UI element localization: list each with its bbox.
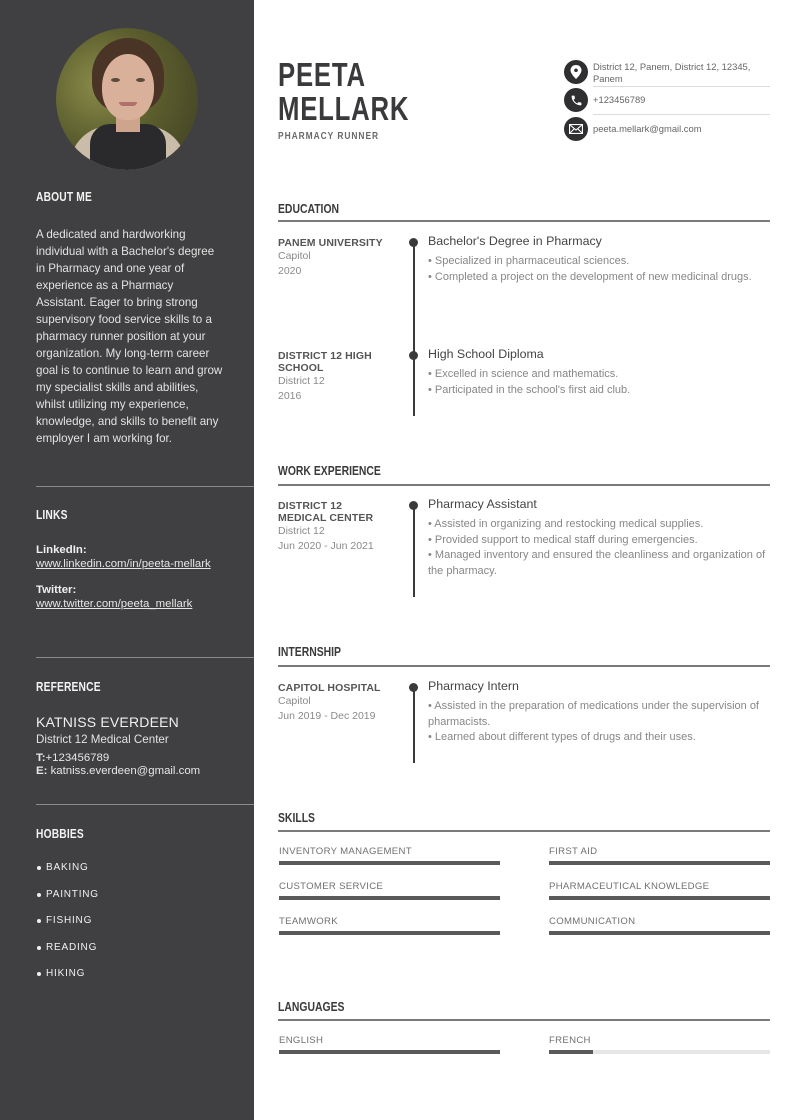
reference-name: KATNISS EVERDEEN: [36, 714, 179, 730]
link-twitter: [36, 584, 254, 612]
about-text: A dedicated and hardworking individual with a Bachelor's degree in Pharmacy and one year of experience as a Pharmacy Assistant. Eager to bring strong supervisory food service skills to a pharmacy runner position at your organization. My long-term career goal is to continue to learn and grow my specialist skills and abilities, whilst utilizing my experience, knowledge, and skills to benefit any employer I am working for.: [36, 228, 223, 445]
languages-title: LANGUAGES: [278, 999, 345, 1014]
bullet-icon: [37, 866, 41, 870]
twitter-link[interactable]: www.twitter.com/peeta_mellark: [36, 598, 193, 610]
hobbies-section: [36, 827, 254, 995]
twitter-label: Twitter:: [36, 584, 77, 596]
section-rule: [278, 484, 770, 486]
reference-email: E: katniss.everdeen@gmail.com: [36, 765, 201, 777]
about-title: ABOUT ME: [36, 190, 92, 204]
date: Jun 2019 - Dec 2019: [278, 709, 376, 722]
links-section: [36, 508, 254, 612]
hobby-item: PAINTING: [36, 889, 254, 916]
hobbies-list: [36, 862, 254, 995]
location: District 12: [278, 375, 325, 387]
sidebar: [0, 0, 254, 1120]
section-rule: [278, 665, 770, 667]
degree: Bachelor's Degree in Pharmacy: [428, 234, 602, 248]
degree: High School Diploma: [428, 347, 544, 361]
language-bar: [549, 1050, 770, 1054]
bullet: • Assisted in organizing and restocking medical supplies.: [428, 518, 704, 530]
link-linkedin: [36, 544, 254, 572]
institution: PANEM UNIVERSITY: [278, 237, 383, 249]
bullet: • Specialized in pharmaceutical sciences.: [428, 255, 630, 267]
envelope-icon: [564, 117, 588, 141]
bullet: • Managed inventory and ensured the cleanliness and organization of the pharmacy.: [428, 549, 766, 577]
candidate-name: PEETA MELLARK: [278, 56, 410, 127]
section-rule: [278, 830, 770, 832]
timeline-line: [413, 687, 415, 763]
employer: CAPITOL HOSPITAL: [278, 682, 381, 694]
timeline-line: [413, 505, 415, 597]
divider: [593, 86, 770, 87]
bullet-icon: [37, 893, 41, 897]
skill-item: CUSTOMER SERVICE: [279, 881, 500, 900]
reference-organization: District 12 Medical Center: [36, 733, 169, 746]
date: 2016: [278, 389, 302, 402]
skills-title: SKILLS: [278, 810, 315, 825]
reference-section: [36, 680, 254, 777]
bullet: • Participated in the school's first aid club.: [428, 383, 631, 396]
divider: [593, 114, 770, 115]
skill-bar: [549, 861, 770, 865]
skill-item: INVENTORY MANAGEMENT: [279, 846, 500, 865]
links-title: LINKS: [36, 508, 68, 522]
employer: DISTRICT 12 MEDICAL CENTER: [278, 500, 374, 524]
work-title: WORK EXPERIENCE: [278, 463, 381, 478]
divider: [36, 804, 254, 805]
location: District 12: [278, 525, 325, 537]
hobby-item: READING: [36, 942, 254, 969]
contact-email: peeta.mellark@gmail.com: [564, 117, 770, 141]
timeline-line: [413, 242, 415, 416]
bullet: • Excelled in science and mathematics.: [428, 368, 619, 380]
skill-bar: [279, 931, 500, 935]
location-pin-icon: [564, 60, 588, 84]
bullet-icon: [37, 919, 41, 923]
contact-address: District 12, Panem, District 12, 12345, Panem: [564, 60, 770, 85]
language-item: FRENCH: [549, 1035, 770, 1054]
skill-bar: [279, 861, 500, 865]
job-role: Pharmacy Assistant: [428, 497, 537, 511]
section-rule: [278, 220, 770, 222]
section-rule: [278, 1019, 770, 1021]
timeline-dot-icon: [409, 351, 418, 360]
language-bar: [279, 1050, 500, 1054]
hobby-item: HIKING: [36, 968, 254, 995]
divider: [36, 486, 254, 487]
location: Capitol: [278, 695, 311, 707]
bullet: • Completed a project on the development of new medicinal drugs.: [428, 270, 752, 283]
skill-bar: [549, 896, 770, 900]
hobby-item: BAKING: [36, 862, 254, 889]
date: Jun 2020 - Jun 2021: [278, 539, 374, 552]
profile-photo: [56, 28, 198, 170]
internship-title: INTERNSHIP: [278, 644, 341, 659]
skill-item: FIRST AID: [549, 846, 770, 865]
location: Capitol: [278, 250, 311, 262]
hobby-item: FISHING: [36, 915, 254, 942]
skill-item: COMMUNICATION: [549, 916, 770, 935]
date: 2020: [278, 264, 302, 277]
divider: [36, 657, 254, 658]
bullet: • Assisted in the preparation of medications under the supervision of pharmacists.: [428, 700, 759, 728]
about-section: [36, 190, 254, 447]
bullet: • Learned about different types of drugs and their uses.: [428, 731, 696, 744]
skill-item: PHARMACEUTICAL KNOWLEDGE: [549, 881, 770, 900]
phone-icon: [564, 88, 588, 112]
reference-title: REFERENCE: [36, 680, 101, 694]
reference-phone: T:+123456789: [36, 752, 110, 764]
skill-bar: [279, 896, 500, 900]
education-title: EDUCATION: [278, 201, 340, 216]
skill-item: TEAMWORK: [279, 916, 500, 935]
contact-phone: +123456789: [564, 88, 770, 112]
linkedin-label: LinkedIn:: [36, 544, 87, 556]
bullet: • Provided support to medical staff during emergencies.: [428, 533, 698, 546]
linkedin-link[interactable]: www.linkedin.com/in/peeta-mellark: [36, 558, 211, 570]
skill-bar: [549, 931, 770, 935]
job-title: PHARMACY RUNNER: [278, 130, 380, 142]
job-role: Pharmacy Intern: [428, 679, 519, 693]
hobbies-title: HOBBIES: [36, 827, 84, 841]
bullet-icon: [37, 972, 41, 976]
bullet-icon: [37, 946, 41, 950]
language-item: ENGLISH: [279, 1035, 500, 1054]
institution: DISTRICT 12 HIGH SCHOOL: [278, 350, 372, 374]
